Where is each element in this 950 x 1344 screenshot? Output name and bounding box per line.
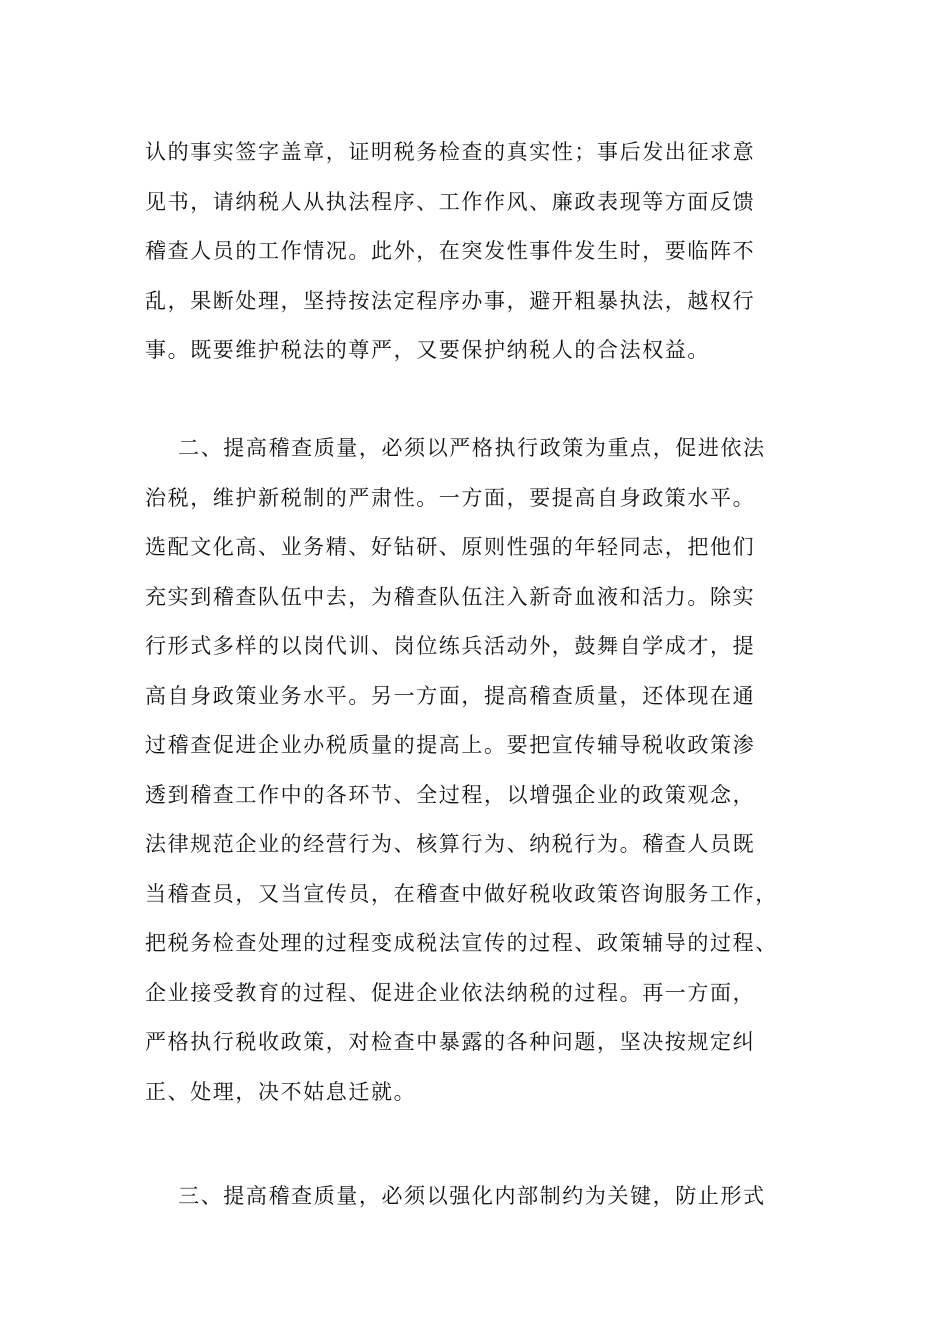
text-line: 行形式多样的以岗代训、岗位练兵活动外，鼓舞自学成才，提 (145, 634, 756, 658)
paragraph-2 (145, 424, 835, 1117)
text-line: 正、处理，决不姑息迁就。 (145, 1079, 417, 1104)
text-line: 企业接受教育的过程、促进企业依法纳税的过程。再一方面， (145, 980, 756, 1005)
text-line: 选配文化高、业务精、好钻研、原则性强的年轻同志，把他们 (145, 535, 756, 559)
text-line: 法律规范企业的经营行为、核算行为、纳税行为。稽查人员既 (145, 832, 756, 856)
text-line: 高自身政策业务水平。另一方面，提高稽查质量，还体现在通 (145, 683, 756, 708)
text-line: 透到稽查工作中的各环节、全过程，以增强企业的政策观念， (145, 782, 756, 807)
text-line: 二、提高稽查质量，必须以严格执行政策为重点，促进依法 (145, 436, 766, 460)
text-line: 当稽查员，又当宣传员，在稽查中做好税收政策咨询服务工作， (145, 881, 778, 906)
text-line: 三、提高稽查质量，必须以强化内部制约为关键，防止形式 (145, 1184, 766, 1208)
text-line: 事。既要维护税法的尊严，又要保护纳税人的合法权益。 (145, 338, 710, 362)
paragraph-1 (145, 128, 835, 376)
text-line: 把税务检查处理的过程变成税法宣传的过程、政策辅导的过程、 (145, 931, 778, 955)
text-line: 见书，请纳税人从执法程序、工作作风、廉政表现等方面反馈 (145, 189, 756, 214)
text-line: 严格执行税收政策，对检查中暴露的各种问题，坚决按规定纠 (145, 1030, 756, 1054)
text-line: 乱，果断处理，坚持按法定程序办事，避开粗暴执法，越权行 (145, 288, 756, 313)
paragraph-3 (145, 1172, 835, 1222)
text-line: 稽查人员的工作情况。此外，在突发性事件发生时，要临阵不 (145, 239, 756, 263)
text-line: 治税，维护新税制的严肃性。一方面，要提高自身政策水平。 (145, 485, 756, 510)
text-line: 过稽查促进企业办税质量的提高上。要把宣传辅导税收政策渗 (145, 733, 756, 757)
text-line: 充实到稽查队伍中去，为稽查队伍注入新奇血液和活力。除实 (145, 584, 756, 609)
text-line: 认的事实签字盖章，证明税务检查的真实性；事后发出征求意 (145, 140, 756, 164)
